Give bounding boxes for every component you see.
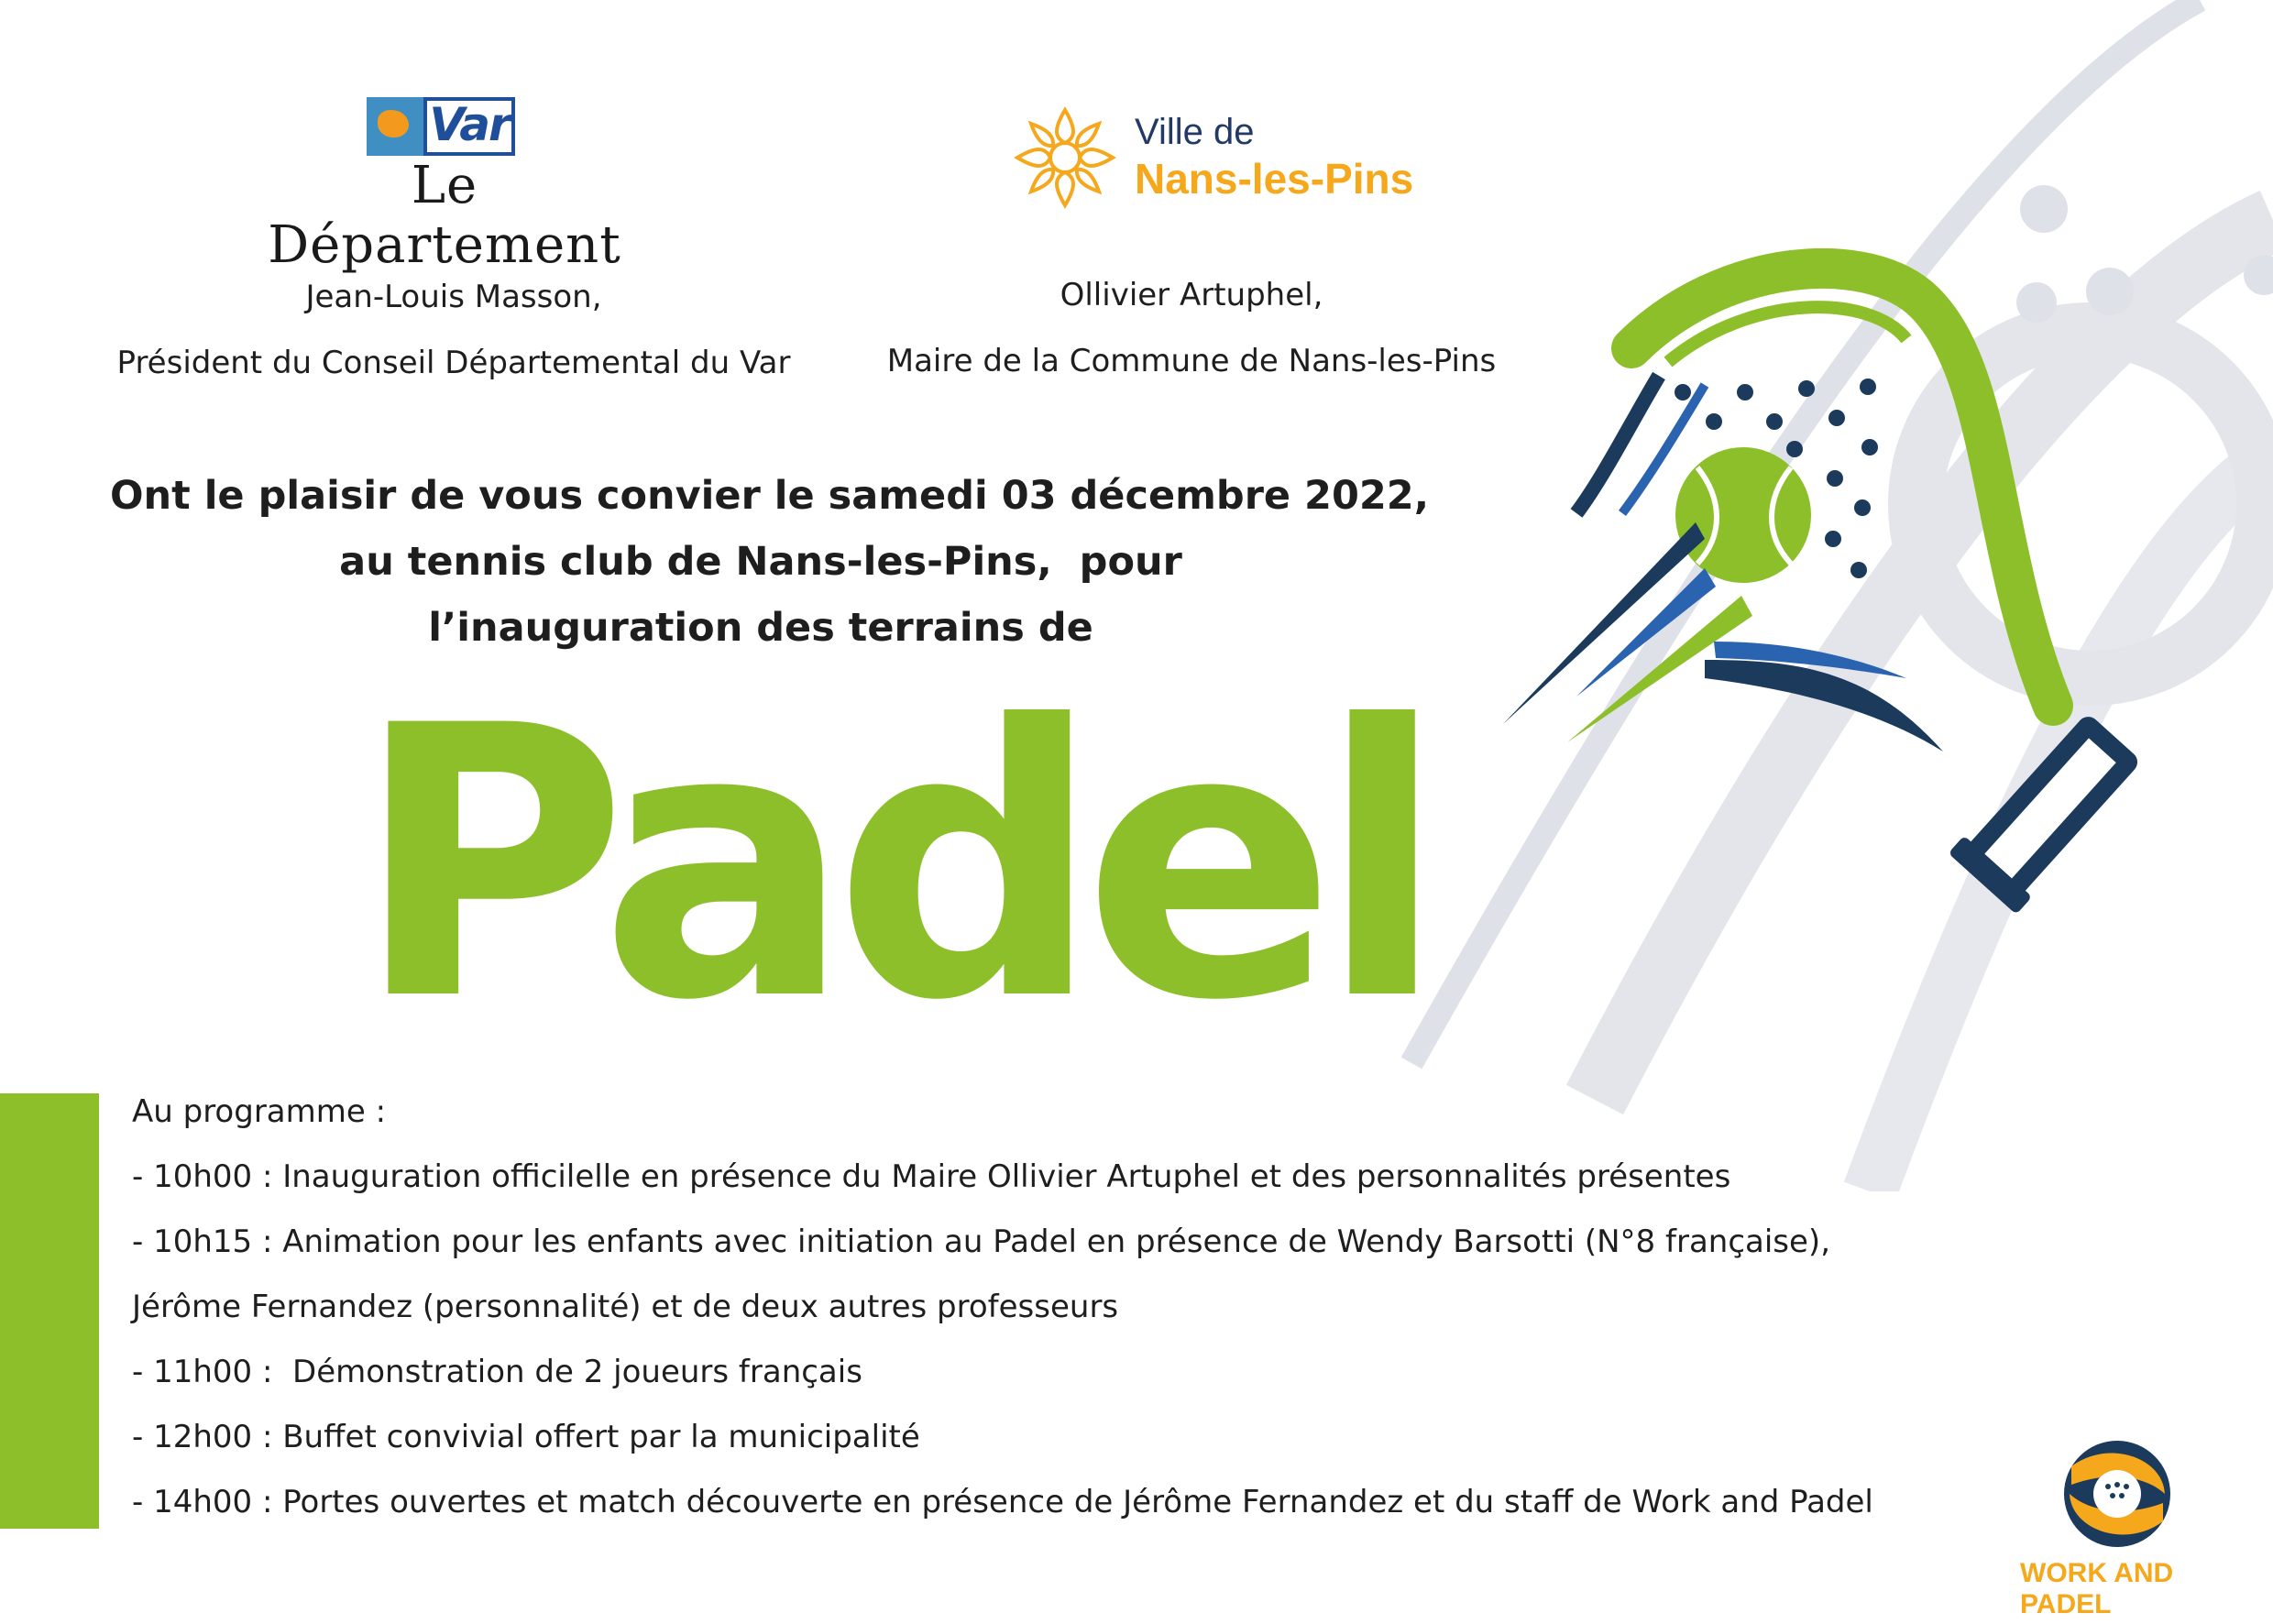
programme-item: - 11h00 : Démonstration de 2 joueurs français [132, 1354, 862, 1390]
invitation-line: au tennis club de Nans-les-Pins, pour [339, 539, 1182, 585]
programme-item: - 12h00 : Buffet convivial offert par la municipalité [132, 1419, 920, 1455]
signatory-name: Ollivier Artuphel, [1060, 277, 1323, 313]
work-and-padel-emblem [2007, 1430, 2227, 1558]
green-accent-bar [0, 1093, 99, 1529]
programme-item: - 10h15 : Animation pour les enfants avec initiation au Padel en présence de Wendy Barsotti (N°8 française), [132, 1223, 1830, 1260]
nans-les-pins-logo [1008, 101, 1448, 220]
programme-item: Jérôme Fernandez (personnalité) et de deux autres professeurs [132, 1289, 1119, 1325]
signatory-role: Maire de la Commune de Nans-les-Pins [886, 343, 1497, 379]
signatory-mayor [843, 262, 1540, 394]
programme-item: - 10h00 : Inauguration officilelle en présence du Maire Ollivier Artuphel et des personnalités présentes [132, 1158, 1731, 1195]
padel-racket-illustration [1356, 0, 2273, 1191]
signatory-role: Président du Conseil Départemental du Var [116, 345, 791, 381]
signatory-president [64, 264, 843, 396]
programme-item: - 14h00 : Portes ouvertes et match découverte en présence de Jérôme Fernandez et du staff de Work and Padel [132, 1484, 1873, 1520]
flower-icon [1008, 101, 1122, 214]
var-emblem [367, 97, 515, 156]
work-and-padel-wordmark: WORK AND PADEL [2020, 1558, 2174, 1619]
signatory-name: Jean-Louis Masson, [305, 279, 602, 315]
invitation-text [110, 463, 1430, 661]
invitation-line: l’inauguration des terrains de [428, 605, 1093, 651]
invitation-line: Ont le plaisir de vous convier le samedi 03 décembre 2022, [110, 473, 1430, 519]
var-department-logo [266, 92, 623, 275]
ville-de-label: Ville de [1135, 112, 1255, 152]
var-wordmark: Var [423, 97, 515, 156]
departement-wordmark: Le Département [268, 156, 621, 275]
var-map-icon [367, 97, 423, 156]
work-and-padel-logo [2007, 1430, 2227, 1619]
programme-section [132, 1080, 2057, 1535]
padel-title: Padel [354, 647, 1429, 1082]
programme-heading: Au programme : [132, 1093, 387, 1130]
town-name: Nans-les-Pins [1135, 155, 1414, 203]
